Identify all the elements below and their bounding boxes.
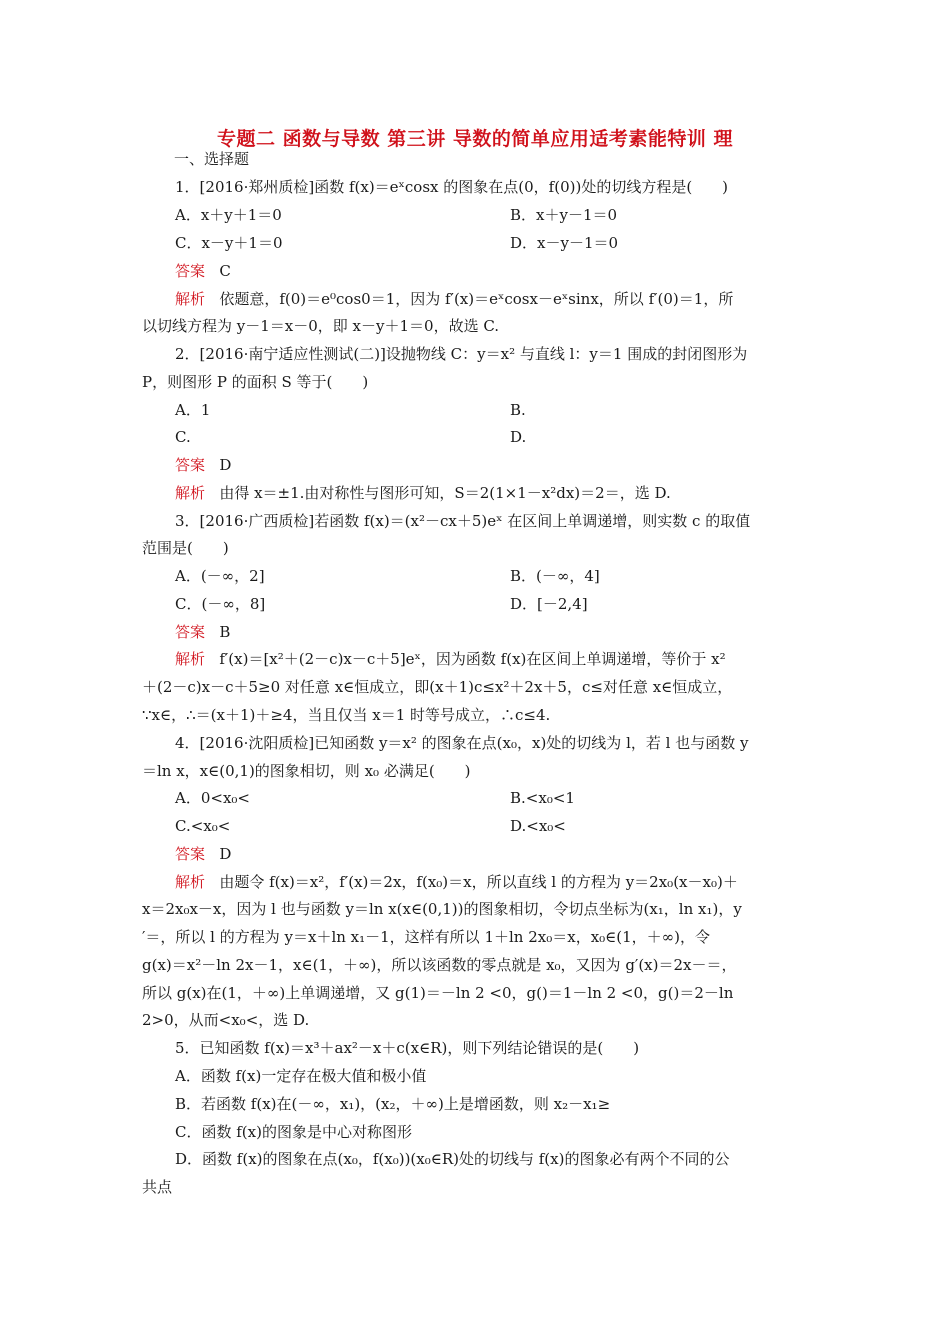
analysis-label: 解析 [175, 290, 206, 308]
page-title: 专题二 函数与导数 第三讲 导数的简单应用适考素能特训 理 [217, 128, 733, 150]
q1-option-b: B．x＋y－1＝0 [510, 206, 618, 224]
q3-option-c: C．(－∞，8] [175, 595, 266, 613]
q1-answer: C [219, 262, 231, 280]
q1-option-a: A．x＋y＋1＝0 [175, 206, 282, 224]
q4-analysis-line: g(x)＝x²－ln 2x－1，x∈(1，＋∞)，所以该函数的零点就是 x₀，又因为 g′(x)＝2x－＝， [142, 956, 737, 974]
q4-stem: 4．[2016·沈阳质检]已知函数 y＝x² 的图象在点(x₀，x)处的切线为 l，若 l 也与函数 y [175, 734, 749, 752]
q2-stem: 2．[2016·南宁适应性测试(二)]设抛物线 C：y＝x² 与直线 l：y＝1 围成的封闭图形为 [175, 345, 748, 363]
analysis-label: 解析 [175, 484, 206, 502]
q5-option-c: C．函数 f(x)的图象是中心对称图形 [175, 1123, 412, 1141]
q2-answer: D [219, 456, 232, 474]
q2-option-d: D. [510, 428, 527, 446]
q3-analysis-line: ＋(2－c)x－c＋5≥0 对任意 x∈恒成立，即(x＋1)c≤x²＋2x＋5，c≤对任意 x∈恒成立， [142, 678, 733, 696]
q4-stem: ＝ln x，x∈(0,1)的图象相切，则 x₀ 必满足( ) [142, 762, 471, 780]
section-heading: 一、选择题 [174, 150, 250, 168]
q1-analysis-line: 依题意，f(0)＝e⁰cos0＝1，因为 f′(x)＝eˣcosx－eˣsinx，所以 f′(0)＝1，所 [219, 290, 734, 308]
q3-analysis-line: ∵x∈，∴＝(x＋1)＋≥4，当且仅当 x＝1 时等号成立，∴c≤4. [142, 706, 551, 724]
q2-option-c: C. [175, 428, 191, 446]
answer-label: 答案 [175, 845, 206, 863]
q3-option-b: B．(－∞，4] [510, 567, 600, 585]
q5-option-b: B．若函数 f(x)在(－∞，x₁)，(x₂，＋∞)上是增函数，则 x₂－x₁≥ [175, 1095, 611, 1113]
q2-option-a: A．1 [175, 401, 211, 419]
q2-option-b: B. [510, 401, 526, 419]
q3-analysis-line: f′(x)＝[x²＋(2－c)x－c＋5]eˣ，因为函数 f(x)在区间上单调递增，等价于 x² [219, 650, 726, 668]
q4-analysis-line: 2>0，从而<x₀<，选 D. [142, 1011, 310, 1029]
q4-option-d: D.<x₀< [510, 817, 566, 835]
q4-analysis-line: x＝2x₀x－x，因为 l 也与函数 y＝ln x(x∈(0,1))的图象相切，令切点坐标为(x₁，ln x₁)，y [142, 900, 742, 918]
q3-option-d: D．[－2,4] [510, 595, 588, 613]
answer-label: 答案 [175, 623, 206, 641]
q1-analysis-row [175, 289, 733, 309]
q2-analysis-line: 由得 x＝±1.由对称性与图形可知，S＝2(1×1－x²dx)＝2＝，选 D. [219, 484, 671, 502]
q4-option-b: B.<x₀<1 [510, 789, 575, 807]
q2-analysis-row [175, 483, 671, 503]
q2-stem: P，则图形 P 的面积 S 等于( ) [142, 373, 369, 391]
q3-answer-row [175, 622, 230, 642]
q4-option-a: A．0<x₀< [175, 789, 250, 807]
q1-analysis-line: 以切线方程为 y－1＝x－0，即 x－y＋1＝0，故选 C. [142, 317, 500, 335]
q3-stem: 范围是( ) [142, 539, 229, 557]
q3-option-a: A．(－∞，2] [175, 567, 265, 585]
q4-option-c: C.<x₀< [175, 817, 231, 835]
answer-label: 答案 [175, 262, 206, 280]
q4-answer-row [175, 844, 231, 864]
q3-analysis-row [175, 649, 726, 669]
q5-option-d: D．函数 f(x)的图象在点(x₀，f(x₀))(x₀∈R)处的切线与 f(x)的图象必有两个不同的公 [175, 1150, 730, 1168]
q5-stem: 5．已知函数 f(x)＝x³＋ax²－x＋c(x∈R)，则下列结论错误的是( ) [175, 1039, 640, 1057]
analysis-label: 解析 [175, 650, 206, 668]
q4-analysis-row [175, 872, 738, 892]
analysis-label: 解析 [175, 873, 206, 891]
q1-option-d: D．x－y－1＝0 [510, 234, 619, 252]
q5-option-a: A．函数 f(x)一定存在极大值和极小值 [175, 1067, 427, 1085]
q2-answer-row [175, 455, 231, 475]
answer-label: 答案 [175, 456, 206, 474]
q4-analysis-line: 由题令 f(x)＝x²，f′(x)＝2x，f(x₀)＝x，所以直线 l 的方程为 y＝2x₀(x－x₀)＋ [219, 873, 738, 891]
q4-analysis-line: ′＝，所以 l 的方程为 y＝x＋ln x₁－1，这样有所以 1＋ln 2x₀＝x，x₀∈(1，＋∞)，令 [142, 928, 711, 946]
q1-stem: 1．[2016·郑州质检]函数 f(x)＝eˣcosx 的图象在点(0，f(0))处的切线方程是( ) [175, 178, 729, 196]
q3-answer: B [219, 623, 231, 641]
q4-analysis-line: 所以 g(x)在(1，＋∞)上单调递增，又 g(1)＝－ln 2 <0，g()＝1－ln 2 <0，g()＝2－ln [142, 984, 734, 1002]
q4-answer: D [219, 845, 232, 863]
q3-stem: 3．[2016·广西质检]若函数 f(x)＝(x²－cx＋5)eˣ 在区间上单调递增，则实数 c 的取值 [175, 512, 751, 530]
q5-option-d: 共点 [142, 1178, 173, 1196]
q1-answer-row [175, 261, 231, 281]
q1-option-c: C．x－y＋1＝0 [175, 234, 283, 252]
